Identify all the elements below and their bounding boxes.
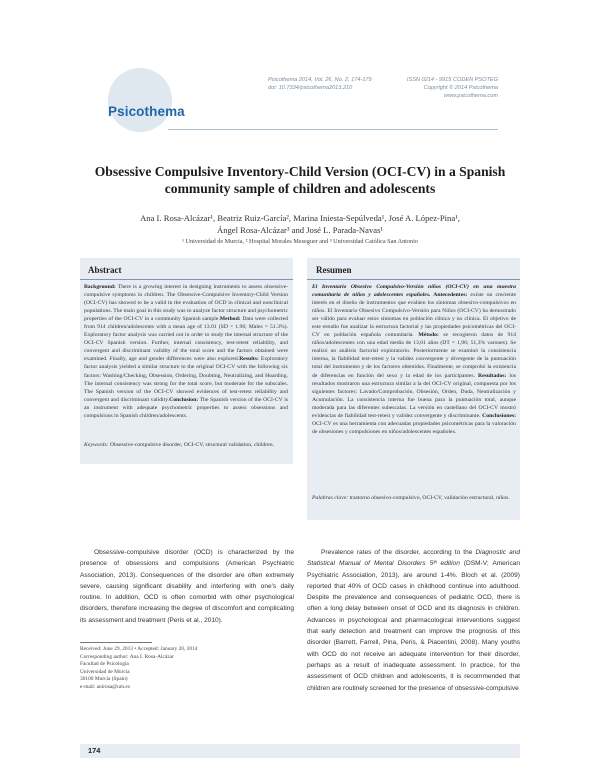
dsm-title: Diagnostic and Statistical Manual of Mental Disorders 5ᵗʰ edition bbox=[307, 549, 520, 568]
abstract-section: Data were collected from 914 children/adolescents with a mean age of 13.01 (SD = 1.96; Males = 51.3%). Exploratory factor analysis was carried out in order to study the internal structure of the OCI-CV Spanish version. Further, internal consistency, test-retest reliability, and convergent and discriminant validity of the total score and the factors obtained were examined. Finally, age and gender differences were also explored. bbox=[84, 316, 288, 363]
resumen-keywords bbox=[312, 494, 516, 502]
header-divider bbox=[168, 129, 498, 130]
body-right-column bbox=[307, 547, 520, 694]
resumen-rule bbox=[307, 279, 520, 280]
affiliations: ¹ Universidad de Murcia, ² Hospital Morales Meseguer and ³ Universidad Católica San Antonio bbox=[182, 238, 418, 245]
article-title bbox=[80, 163, 520, 197]
resumen-heading: Resumen bbox=[316, 265, 352, 275]
body-paragraph: (DSM-V; American Psychiatric Association, 2013), are around 1-4%. Bloch et al. (2009) reported that 40% of OCD cases in childhood continue into adulthood. Despite the prevalence and consequences of pediatric OCD, there is often a long delay between onset of OCD and its diagnosis in children. Advances in psychological and pharmacological interventions suggest that early detection and treatment can improve the prognosis of this disorder (Barrett, Farrell, Pina, Peris, & Piacentini, 2008). Many youths with OCD do not receive an adequate intervention for their disorder, perhaps as a result of inadequate assessment. In practice, for the assessment of OCD children and adolescents, it is recommended that children are routinely screened for the presence of obsessive-compulsive bbox=[307, 560, 521, 692]
footnote-line: Corresponding author: Ana I. Rosa-Alcázar bbox=[80, 653, 174, 660]
journal-citation-line: Psicothema 2014, Vol. 26, No. 2, 174-179 bbox=[268, 77, 372, 83]
resumen-section: OCI-CV es una herramienta con adecuadas propiedades psicométricas para la valoración de obsesiones y compulsiones en niños/adolescentes españoles. bbox=[312, 420, 516, 435]
palabras-label: Palabras clave: bbox=[312, 495, 349, 501]
journal-header bbox=[0, 60, 600, 132]
abstract-label: Background: bbox=[84, 284, 116, 290]
journal-citation bbox=[268, 76, 372, 92]
journal-logo: Psicothema bbox=[108, 104, 185, 119]
abstract-keywords bbox=[84, 441, 288, 449]
palabras-text: trastorno obsesivo-compulsivo, OCI-CV, validación estructural, niños. bbox=[348, 495, 510, 501]
abstract-text bbox=[84, 283, 288, 420]
resumen-title: El Inventario Obsesivo Compulsivo-Versión niños (OCI-CV) en una muestra comunitaria de niños y adolescentes españoles. bbox=[312, 284, 516, 299]
page-number: 174 bbox=[88, 746, 101, 755]
resumen-label: Resultados: bbox=[477, 372, 507, 379]
footnote-line: Received: June 29, 2013 • Accepted: January 20, 2014 bbox=[80, 646, 198, 652]
author-list bbox=[90, 212, 510, 236]
footnote-line: 30100 Murcia (Spain) bbox=[80, 676, 128, 683]
footnote-line: Universidad de Murcia bbox=[80, 668, 130, 675]
resumen-text bbox=[312, 283, 516, 436]
abstract-label: Method: bbox=[219, 316, 241, 323]
resumen-label: Antecedentes: bbox=[430, 292, 468, 299]
keywords-label: Keywords: bbox=[84, 442, 109, 448]
abstract-label: Conclusion: bbox=[169, 396, 199, 403]
title-line: community sample of children and adolescents bbox=[164, 181, 436, 196]
authors-line: Ángel Rosa-Alcázar³ and José L. Parada-Navas¹ bbox=[217, 225, 383, 235]
abstract-label: Results: bbox=[239, 356, 259, 363]
resumen-label: Conclusiones: bbox=[482, 412, 516, 419]
website-line: www.psicothema.com bbox=[443, 93, 498, 99]
copyright-line: Copyright © 2014 Psicothema bbox=[423, 85, 498, 91]
abstract-section: There is a growing interest in designing instruments to assess obsessive-compulsive symptoms in children. The Obsessive-Compulsive Inventory-Child Version (OCI-CV) has showed to be a valid in the evaluation of OCD in clinical and nonclinical populations. The main goal in this study was to analyze factor structure and psychometric properties of the OCI-CV in a community Spanish sample. bbox=[84, 284, 288, 323]
doi-line: doi: 10.7334/psicothema2013.210 bbox=[268, 85, 353, 91]
resumen-label: Método: bbox=[418, 332, 439, 339]
footnote-divider bbox=[80, 642, 152, 643]
journal-logo-emblem bbox=[108, 68, 172, 132]
correspondence-footnote bbox=[80, 646, 197, 692]
body-paragraph: Prevalence rates of the disorder, according to the bbox=[321, 549, 476, 556]
resumen-section: se recogieron datos de 914 niños/adolescentes con una edad media de 13,01 años (DT = 1,96; 51,3% varones). Se realizó un análisis factorial exploratorio. Posteriormente se examinó la consistencia interna, la fiabilidad test-retest y la validez convergente y divergente de la puntuación total del instrumento y de los factores obtenidos. Finalmente, se comprobó la existencia de diferencias en función del sexo y la edad de los participantes. bbox=[312, 332, 517, 379]
footnote-line: e-mail: anirosa@um.es bbox=[80, 683, 130, 690]
title-line: Obsessive Compulsive Inventory-Child Version (OCI-CV) in a Spanish bbox=[94, 164, 506, 179]
page-footer-bar bbox=[80, 744, 520, 758]
issn-block bbox=[407, 76, 498, 100]
abstract-section: The Spanish version of the OCI-CV is an instrument with adequate psychometric properties to assess obsessions and compulsions in Spanish children/adolescents. bbox=[84, 396, 288, 419]
body-paragraph: Obsessive-compulsive disorder (OCD) is characterized by the presence of obsessions and compulsions (American Psychiatric Association, 2013). Consequences of the disorder are often extremely severe, causing significant disability and interfering with one's daily routine. In addition, OCD is often comorbid with other psychological disorders, therefore increasing the degree of discomfort and complicating its assessment and treatment (Peris et al., 2010). bbox=[80, 549, 294, 624]
body-left-column bbox=[80, 547, 294, 626]
resumen-section: existe un creciente interés en el diseño de instrumentos que evalúen los síntomas obsesivo-compulsivos en niños. El Inventario Obsesivo Compulsivo-Versión para Niños (OCI-CV) ha demostrado ser válido para evaluar estos síntomas en población clínica y no clínica. El objetivo de este estudio fue analizar la estructura factorial y las propiedades psicométricas del OCI-CV en población española comunitaria. bbox=[312, 292, 516, 339]
abstract-heading: Abstract bbox=[88, 265, 122, 275]
issn-line: ISSN 0214 - 9915 CODEN PSOTEG bbox=[406, 77, 498, 83]
keywords-text: Obsessive-compulsive disorder, OCI-CV, structural validation, children. bbox=[108, 442, 274, 448]
authors-line: Ana I. Rosa-Alcázar¹, Beatriz Ruiz-García², Marina Iniesta-Sepúlveda¹, José A. López-Pina¹, bbox=[140, 213, 460, 223]
resumen-section: los resultados mostraron una estructura similar a la del OCI-CV original, compuesta por los siguientes factores: Lavado/Comprobación, Obsesión, Orden, Duda, Neutralización y Acumulación. La consistencia interna fue buena para la puntuación total, aunque moderada para las diferentes subescalas. La versión en castellano del OCI-CV mostró evidencias de fiabilidad test-retest y validez convergente y discriminante. bbox=[312, 372, 517, 419]
abstract-rule bbox=[80, 279, 293, 280]
footnote-line: Facultad de Psicología bbox=[80, 661, 129, 668]
abstract-section: Exploratory factor analysis yielded a similar structure to the original OCI-CV with the following six factors: Washing/Checking, Obsession, Ordering, Doubting, Neutralizing, and Hoarding. The internal consistency was strong for the total score, but moderate for the subscales. The Spanish version of the OCI-CV showed evidences of test-retest reliability and convergent and discriminant validity. bbox=[84, 356, 288, 403]
